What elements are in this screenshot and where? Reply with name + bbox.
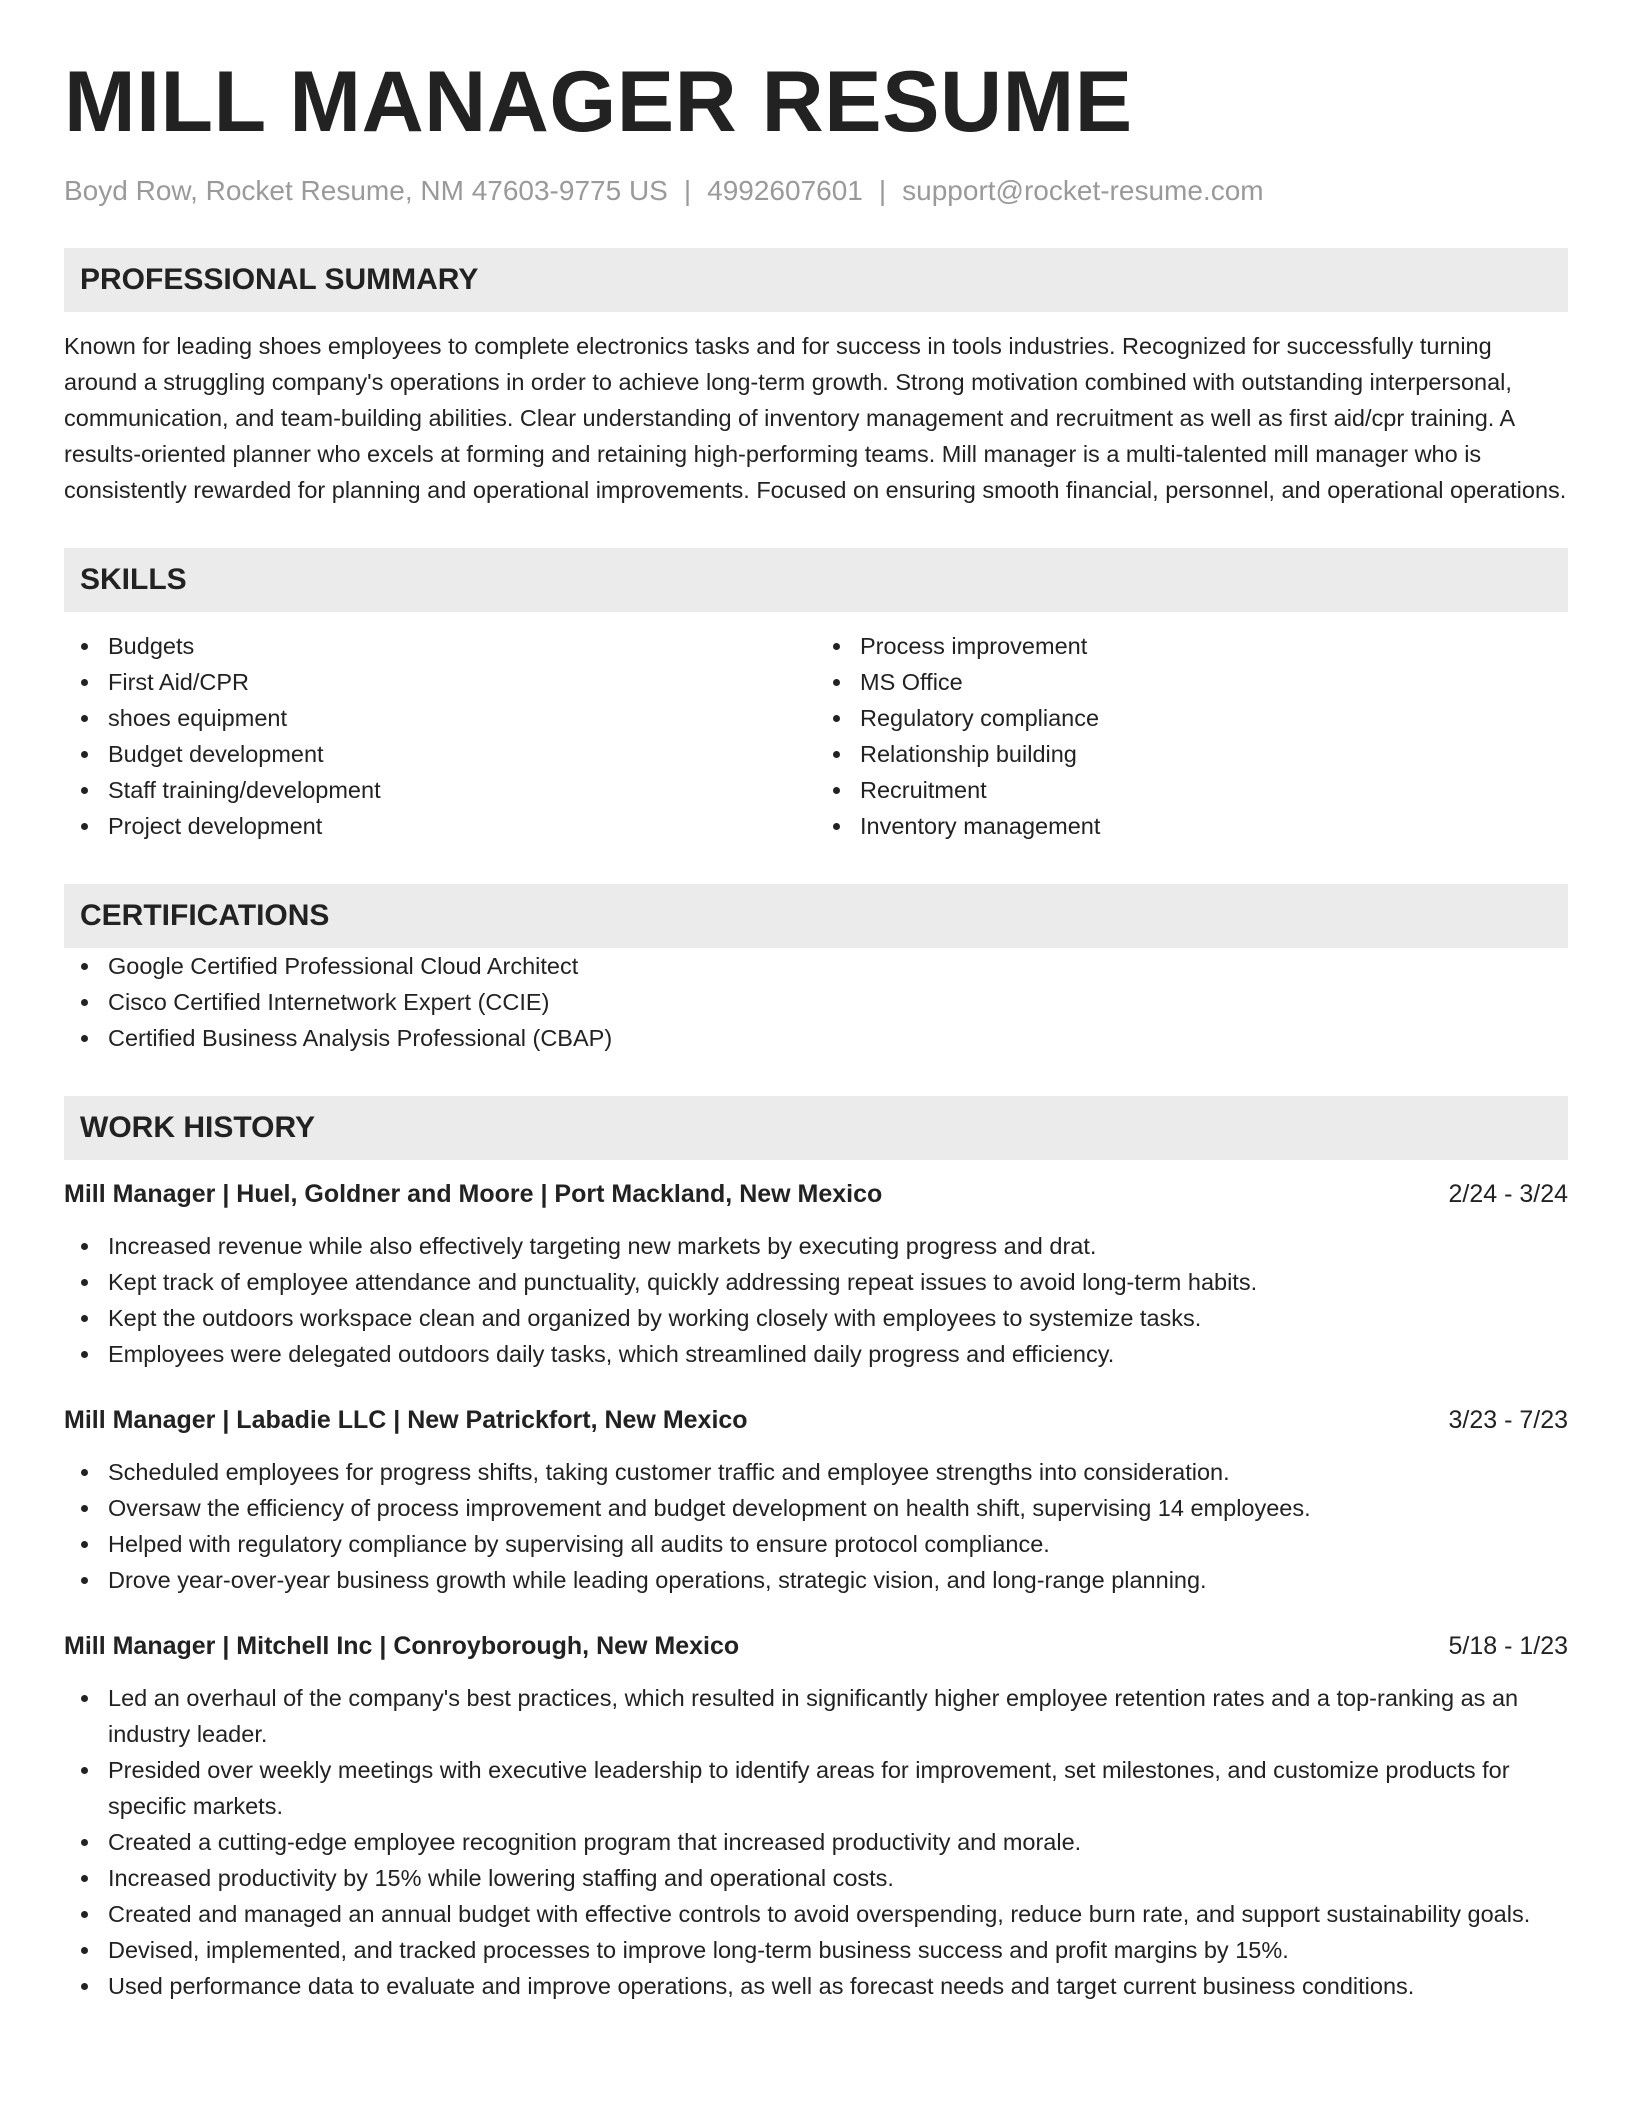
- skills-list: [64, 628, 1568, 844]
- job-bullets: [64, 1454, 1568, 1598]
- contact-phone: 4992607601: [707, 175, 863, 206]
- job-dates: 2/24 - 3/24: [1448, 1180, 1568, 1208]
- contact-separator: |: [878, 175, 887, 206]
- skills-column-left: [64, 628, 816, 844]
- section-header-certifications: CERTIFICATIONS: [64, 884, 1568, 948]
- job-bullet: Created and managed an annual budget with effective controls to avoid overspending, reduce burn rate, and support sustainability goals.: [64, 1896, 1568, 1932]
- job-bullet: Drove year-over-year business growth while leading operations, strategic vision, and long-range planning.: [64, 1562, 1568, 1598]
- job-header: [64, 1628, 1568, 1664]
- certifications-list: [64, 948, 1568, 1056]
- job-entry: [64, 1176, 1568, 1372]
- skill-item: Regulatory compliance: [816, 700, 1568, 736]
- job-bullet: Kept the outdoors workspace clean and organized by working closely with employees to systemize tasks.: [64, 1300, 1568, 1336]
- summary-text: Known for leading shoes employees to complete electronics tasks and for success in tools industries. Recognized for successfully turning around a struggling company's operations in order to achieve long-term growth. Strong motivation combined with outstanding interpersonal, communication, and team-building abilities. Clear understanding of inventory management and recruitment as well as first aid/cpr training. A results-oriented planner who excels at forming and retaining high-performing teams. Mill manager is a multi-talented mill manager who is consistently rewarded for planning and operational improvements. Focused on ensuring smooth financial, personnel, and operational operations.: [64, 333, 1567, 503]
- skill-item: Budget development: [64, 736, 816, 772]
- certification-item: Cisco Certified Internetwork Expert (CCIE): [64, 984, 1568, 1020]
- job-title: Mill Manager | Mitchell Inc | Conroyborough, New Mexico: [64, 1632, 740, 1660]
- job-bullet: Presided over weekly meetings with executive leadership to identify areas for improvement, set milestones, and customize products for specific markets.: [64, 1752, 1568, 1824]
- job-dates: 5/18 - 1/23: [1448, 1632, 1568, 1660]
- job-header: [64, 1176, 1568, 1212]
- skill-item: Budgets: [64, 628, 816, 664]
- job-bullet: Scheduled employees for progress shifts, taking customer traffic and employee strengths into consideration.: [64, 1454, 1568, 1490]
- job-bullet: Helped with regulatory compliance by supervising all audits to ensure protocol compliance.: [64, 1526, 1568, 1562]
- certification-item: Certified Business Analysis Professional (CBAP): [64, 1020, 1568, 1056]
- certification-item: Google Certified Professional Cloud Architect: [64, 948, 1568, 984]
- job-bullet: Kept track of employee attendance and punctuality, quickly addressing repeat issues to avoid long-term habits.: [64, 1264, 1568, 1300]
- job-bullet: Used performance data to evaluate and improve operations, as well as forecast needs and target current business conditions.: [64, 1968, 1568, 2004]
- section-header-work-history: WORK HISTORY: [64, 1096, 1568, 1160]
- job-entry: [64, 1628, 1568, 2004]
- skill-item: Staff training/development: [64, 772, 816, 808]
- job-bullets: [64, 1228, 1568, 1372]
- job-bullet: Employees were delegated outdoors daily tasks, which streamlined daily progress and efficiency.: [64, 1336, 1568, 1372]
- skill-item: Relationship building: [816, 736, 1568, 772]
- contact-line: [64, 174, 1568, 208]
- job-title: Mill Manager | Labadie LLC | New Patrickfort, New Mexico: [64, 1406, 748, 1434]
- job-bullet: Increased revenue while also effectively targeting new markets by executing progress and drat.: [64, 1228, 1568, 1264]
- job-bullet: Created a cutting-edge employee recognition program that increased productivity and morale.: [64, 1824, 1568, 1860]
- contact-separator: |: [683, 175, 692, 206]
- section-header-skills: SKILLS: [64, 548, 1568, 612]
- skill-item: shoes equipment: [64, 700, 816, 736]
- skill-item: Project development: [64, 808, 816, 844]
- job-bullet: Oversaw the efficiency of process improvement and budget development on health shift, supervising 14 employees.: [64, 1490, 1568, 1526]
- section-header-summary: PROFESSIONAL SUMMARY: [64, 248, 1568, 312]
- contact-email: support@rocket-resume.com: [902, 175, 1264, 206]
- job-header: [64, 1402, 1568, 1438]
- job-title: Mill Manager | Huel, Goldner and Moore | Port Mackland, New Mexico: [64, 1180, 883, 1208]
- resume-title: MILL MANAGER RESUME: [64, 54, 1133, 150]
- job-bullets: [64, 1680, 1568, 2004]
- contact-address: Boyd Row, Rocket Resume, NM 47603-9775 US: [64, 175, 668, 206]
- skill-item: Process improvement: [816, 628, 1568, 664]
- job-entry: [64, 1402, 1568, 1598]
- skill-item: Recruitment: [816, 772, 1568, 808]
- job-bullet: Devised, implemented, and tracked processes to improve long-term business success and profit margins by 15%.: [64, 1932, 1568, 1968]
- skills-column-right: [816, 628, 1568, 844]
- skill-item: MS Office: [816, 664, 1568, 700]
- job-bullet: Increased productivity by 15% while lowering staffing and operational costs.: [64, 1860, 1568, 1896]
- skill-item: First Aid/CPR: [64, 664, 816, 700]
- job-bullet: Led an overhaul of the company's best practices, which resulted in significantly higher employee retention rates and a top-ranking as an industry leader.: [64, 1680, 1568, 1752]
- job-dates: 3/23 - 7/23: [1448, 1406, 1568, 1434]
- skill-item: Inventory management: [816, 808, 1568, 844]
